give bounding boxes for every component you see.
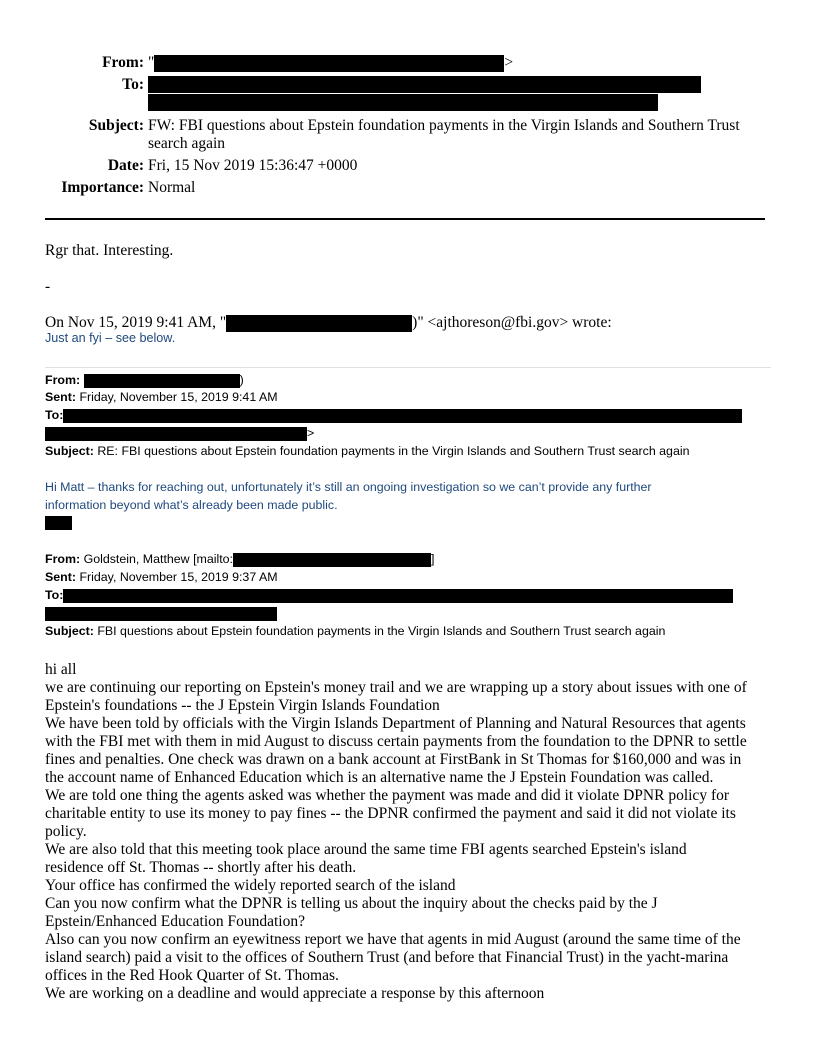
fbi-subject (45, 444, 689, 458)
fbi-sent-label: Sent: (45, 390, 76, 404)
body-line: offices in the Red Hook Quarter of St. Thomas. (45, 967, 339, 984)
redaction-block (233, 553, 431, 567)
orig-sent-value: Friday, November 15, 2019 9:37 AM (79, 570, 278, 584)
fbi-subject-value: RE: FBI questions about Epstein foundation payments in the Virgin Islands and Southern Trust search again (97, 444, 690, 458)
from-suffix: > (504, 54, 514, 71)
quote-prefix: On Nov 15, 2019 9:41 AM, " (45, 314, 227, 331)
redaction-block (45, 516, 72, 530)
body-line: fines and penalties. One check was drawn on a bank account at FirstBank in St Thomas for $160,000 and was in (45, 751, 742, 768)
body-line: Can you now confirm what the DPNR is telling us about the inquiry about the checks paid by the J (45, 895, 658, 912)
header-divider (45, 218, 765, 220)
orig-subject-value: FBI questions about Epstein foundation payments in the Virgin Islands and Southern Trust search again (97, 624, 666, 638)
date-label: Date: (107, 157, 144, 174)
quote-suffix: )" <ajthoreson@fbi.gov> wrote: (412, 314, 612, 331)
fbi-from (45, 373, 244, 388)
from-prefix: " (148, 54, 155, 71)
orig-from-label: From: (45, 552, 81, 566)
body-line: residence off St. Thomas -- shortly after his death. (45, 859, 357, 876)
body-line: Your office has confirmed the widely reported search of the island (45, 877, 456, 894)
fbi-to (45, 408, 742, 423)
reply-text: Rgr that. Interesting. (45, 242, 174, 259)
orig-from (45, 552, 434, 567)
fbi-sent (45, 390, 278, 404)
body-line: We are also told that this meeting took place around the same time FBI agents searched Epstein's island (45, 841, 687, 858)
orig-from-value: Goldstein, Matthew [mailto: (83, 552, 234, 566)
quote-separator (45, 367, 771, 368)
body-line: Epstein/Enhanced Education Foundation? (45, 913, 305, 930)
fbi-to-suffix: > (307, 426, 315, 440)
body-line: hi all (45, 661, 77, 678)
subject-line-2: search again (148, 135, 226, 152)
redaction-block (45, 607, 277, 621)
body-line: charitable entity to use its money to pay fines -- the DPNR confirmed the payment and said it did not violate its (45, 805, 736, 822)
body-line: policy. (45, 823, 87, 840)
to-label: To: (122, 76, 144, 93)
fbi-sent-value: Friday, November 15, 2019 9:41 AM (79, 390, 278, 404)
redaction-block (154, 55, 504, 72)
orig-to (45, 588, 733, 603)
orig-sent-label: Sent: (45, 570, 76, 584)
fbi-from-suffix: ) (239, 373, 244, 387)
date-value: Fri, 15 Nov 2019 15:36:47 +0000 (148, 157, 358, 174)
orig-to-label: To: (45, 588, 64, 602)
redaction-block (45, 427, 307, 441)
body-line: Epstein's foundations -- the J Epstein Virgin Islands Foundation (45, 697, 440, 714)
importance-value: Normal (148, 179, 196, 196)
fbi-body-line-2: information beyond what’s already been made public. (45, 498, 338, 512)
reply-dash: - (45, 278, 51, 295)
orig-from-suffix: ] (431, 552, 435, 566)
fbi-subject-label: Subject: (45, 444, 94, 458)
subject-line-1: FW: FBI questions about Epstein foundation payments in the Virgin Islands and Southern Trust (148, 117, 740, 134)
fbi-to-cont (45, 426, 314, 441)
fbi-from-label: From: (45, 373, 81, 387)
body-line: the account name of Enhanced Education which is an alternative name the J Epstein Foundation was called. (45, 769, 714, 786)
body-line: We are working on a deadline and would appreciate a response by this afternoon (45, 985, 545, 1002)
body-line: We have been told by officials with the Virgin Islands Department of Planning and Natural Resources that agents (45, 715, 746, 732)
body-line: we are continuing our reporting on Epstein's money trail and we are wrapping up a story about issues with one of (45, 679, 747, 696)
fbi-to-label: To: (45, 408, 64, 422)
fyi-note: Just an fyi – see below. (45, 331, 176, 345)
body-line: Also can you now confirm an eyewitness report we have that agents in mid August (around the same time of the (45, 931, 741, 948)
body-line: island search) paid a visit to the offices of Southern Trust (and before that Financial Trust) in the yacht-marina (45, 949, 729, 966)
redaction-block (226, 315, 412, 332)
redaction-block (148, 94, 658, 111)
importance-label: Importance: (61, 179, 144, 196)
body-line: with the FBI met with them in mid August to discuss certain payments from the foundation to the DPNR to settle (45, 733, 747, 750)
subject-label: Subject: (88, 117, 144, 134)
from-label: From: (102, 54, 144, 71)
body-line: We are told one thing the agents asked was whether the payment was made and did it violate DPNR policy for (45, 787, 730, 804)
redaction-block (84, 374, 240, 388)
fbi-body-line-1: Hi Matt – thanks for reaching out, unfortunately it’s still an ongoing investigation so we can’t provide any further (45, 480, 652, 494)
redaction-block (63, 589, 733, 603)
from-value (148, 54, 513, 72)
redaction-block (148, 76, 701, 93)
orig-subject (45, 624, 665, 638)
quote-attribution (45, 314, 612, 332)
orig-subject-label: Subject: (45, 624, 94, 638)
orig-sent (45, 570, 278, 584)
redaction-block (63, 409, 742, 423)
